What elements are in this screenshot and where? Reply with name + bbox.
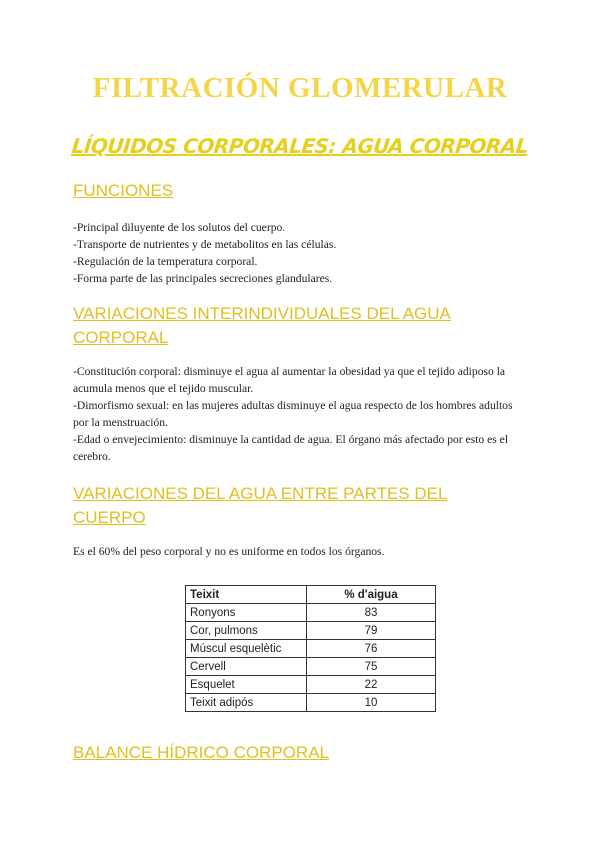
section-heading-funciones: FUNCIONES	[73, 181, 174, 200]
column-header-water-percent: % d'aigua	[307, 586, 436, 604]
table-cell: 76	[307, 640, 436, 658]
list-item: -Constitución corporal: disminuye el agua al aumentar la obesidad ya que el tejido adiposo la acumula menos que el tejido muscular.	[73, 365, 506, 395]
table-cell: Esquelet	[186, 676, 307, 694]
table-cell: 75	[307, 658, 436, 676]
section-heading-variaciones-partes: VARIACIONES DEL AGUA ENTRE PARTES DEL CUERPO	[73, 484, 448, 527]
list-item: -Principal diluyente de los solutos del cuerpo.	[73, 221, 286, 234]
column-header-tissue: Teixit	[186, 586, 307, 604]
table-row	[186, 640, 436, 658]
table-header-row	[186, 586, 436, 604]
section-body-variaciones-partes	[73, 543, 533, 560]
list-item: -Transporte de nutrientes y de metabolitos en las células.	[73, 238, 337, 251]
table-row	[186, 622, 436, 640]
table-cell: Múscul esquelètic	[186, 640, 307, 658]
list-item: -Forma parte de las principales secreciones glandulares.	[73, 272, 333, 285]
table-cell: 83	[307, 604, 436, 622]
table-cell: 10	[307, 694, 436, 712]
table-cell: 22	[307, 676, 436, 694]
table-cell: Cor, pulmons	[186, 622, 307, 640]
table-cell: Cervell	[186, 658, 307, 676]
document-subtitle: LÍQUIDOS CORPORALES: AGUA CORPORAL	[70, 134, 530, 158]
section-heading-variaciones-interindividuales: VARIACIONES INTERINDIVIDUALES DEL AGUA CORPORAL	[73, 304, 451, 347]
section-body-variaciones-interindividuales	[73, 363, 513, 465]
table-row	[186, 694, 436, 712]
table-cell: 79	[307, 622, 436, 640]
section-heading-balance-hidrico: BALANCE HÍDRICO CORPORAL	[73, 743, 329, 762]
list-item: -Edad o envejecimiento: disminuye la cantidad de agua. El órgano más afectado por esto es el cerebro.	[73, 433, 509, 463]
section-body-funciones	[73, 219, 533, 287]
list-item: -Dimorfismo sexual: en las mujeres adultas disminuye el agua respecto de los hombres adultos por la menstruación.	[73, 399, 513, 429]
water-content-table	[185, 585, 436, 712]
table-row	[186, 604, 436, 622]
document-title: FILTRACIÓN GLOMERULAR	[92, 72, 508, 104]
table-cell: Teixit adipós	[186, 694, 307, 712]
paragraph: Es el 60% del peso corporal y no es uniforme en todos los órganos.	[73, 545, 385, 558]
table-cell: Ronyons	[186, 604, 307, 622]
table-row	[186, 676, 436, 694]
table-row	[186, 658, 436, 676]
list-item: -Regulación de la temperatura corporal.	[73, 255, 258, 268]
